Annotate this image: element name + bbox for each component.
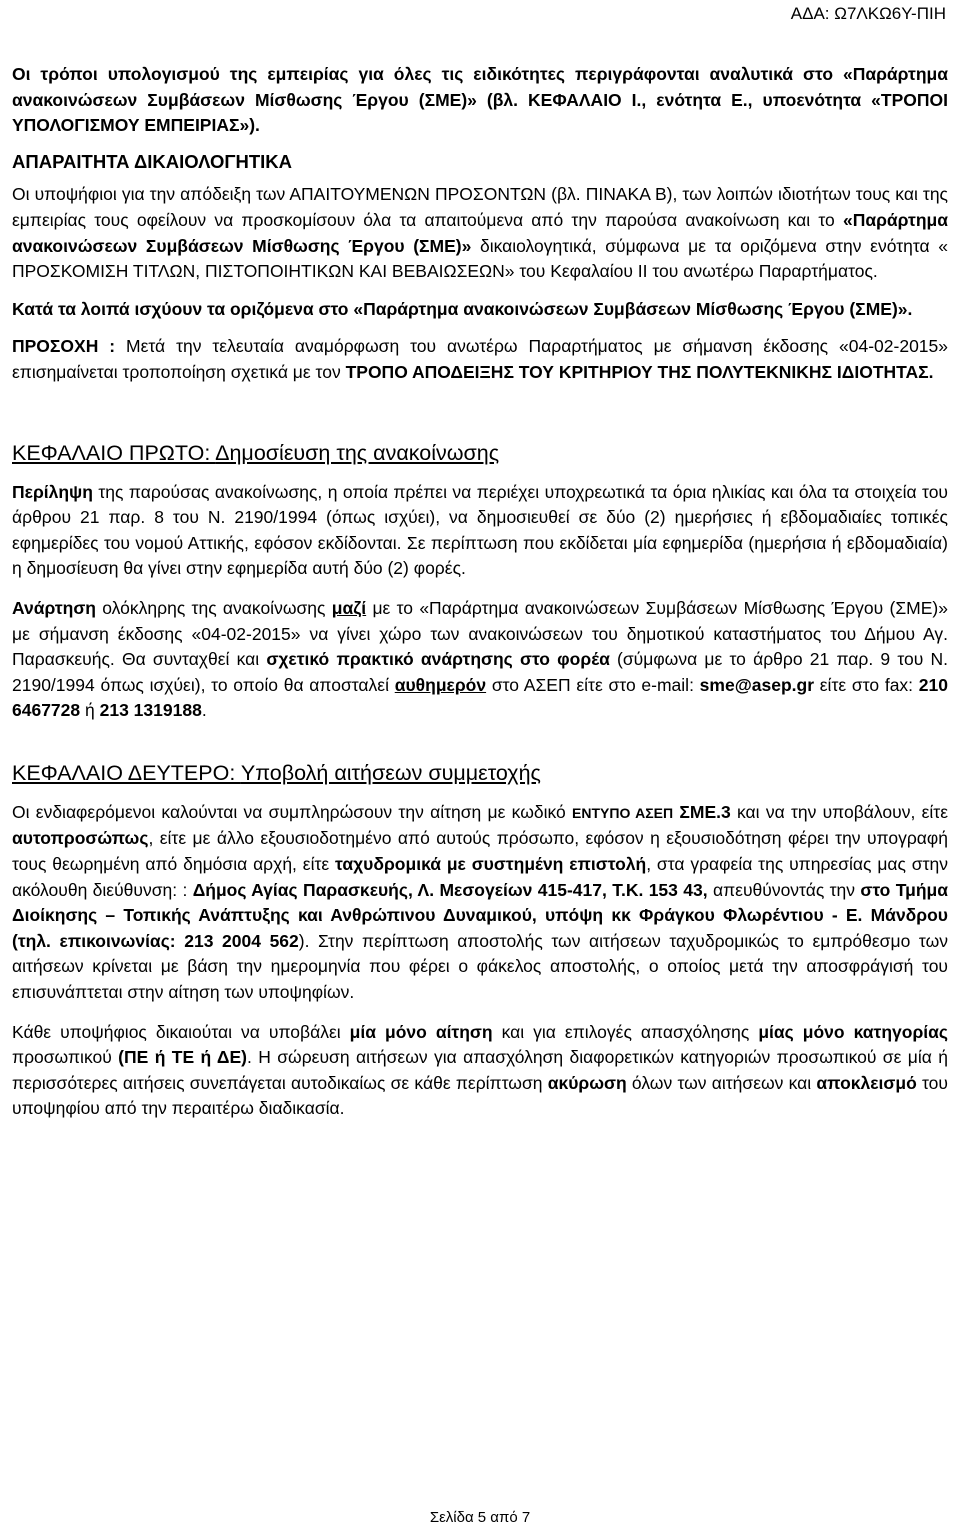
submission-paragraph: Οι ενδιαφερόμενοι καλούνται να συμπληρώσουν την αίτηση με κωδικό ΕΝΤΥΠΟ ΑΣΕΠ ΣΜΕ.3 και να την υποβάλουν, είτε αυτοπροσώπως, είτε με άλλο εξουσιοδοτημένο από αυτούς πρόσωπο, εφόσον η εξουσιοδότηση φέρει την υπογραφή τους θεωρημένη από δημόσια αρχή, είτε ταχυδρομικά με συστημένη επιστολή, στα γραφεία της υπηρεσίας μας στην ακόλουθη διεύθυνση: : Δήμος Αγίας Παρασκευής, Λ. Μεσογείων 415-417, Τ.Κ. 153 43, απευθύνοντάς την στο Τμήμα Διοίκησης – Τοπικής Ανάπτυξης και Ανθρώπινου Δυναμικού, υπόψη κκ Φράγκου Φλωρέντιου - Ε. Μάνδρου (τηλ. επικοινωνίας: 213 2004 562). Στην περίπτωση αποστολής των αιτήσεων ταχυδρομικώς το εμπρόθεσμο των αιτήσεων κρίνεται με βάση την ημερομηνία που φέρει ο φάκελος αποστολής, ο οποίος μετά την αποσφράγισή του επισυνάπτεται στην αίτηση των υποψηφίων.	[12, 801, 948, 1003]
summary-paragraph: Περίληψη της παρούσας ανακοίνωσης, η οποία πρέπει να περιέχει υποχρεωτικά τα όρια ηλικίας και όλα τα στοιχεία του άρθρου 21 παρ. 8 του Ν. 2190/1994 (όπως ισχύει), να δημοσιευθεί σε δύο (2) ημερήσιες ή εβδομαδιαίες τοπικές εφημερίδες του νομού Αττικής, εφόσον εκδίδονται. Σε περίπτωση που εκδίδεται μία εφημερίδα (ημερήσια ή εβδομαδιαία) η δημοσίευση θα γίνει στην εφημερίδα αυτή δύο (2) φορές.	[12, 481, 948, 579]
chapter-one-heading: ΚΕΦΑΛΑΙΟ ΠΡΩΤΟ: Δημοσίευση της ανακοίνωσης	[12, 440, 500, 465]
required-docs-heading: ΑΠΑΡΑΙΤΗΤΑ ΔΙΚΑΙΟΛΟΓΗΤΙΚΑ	[12, 150, 293, 172]
email-link[interactable]: sme@asep.gr	[699, 674, 815, 695]
chapter-two-heading: ΚΕΦΑΛΑΙΟ ΔΕΥΤΕΡΟ: Υποβολή αιτήσεων συμμετοχής	[12, 760, 541, 785]
posting-paragraph: Ανάρτηση ολόκληρης της ανακοίνωσης μαζί με το «Παράρτημα ανακοινώσεων Συμβάσεων Μίσθωσης Έργου (ΣΜΕ)» με σήμανση έκδοσης «04-02-2015» να γίνει χώρο των ανακοινώσεων του δημοτικού καταστήματος του Δήμου Αγ. Παρασκευής. Θα συνταχθεί και σχετικό πρακτικό ανάρτησης στο φορέα (σύμφωνα με το άρθρο 21 παρ. 9 του Ν. 2190/1994 όπως ισχύει), το οποίο θα αποσταλεί αυθημερόν στο ΑΣΕΠ είτε στο e-mail: sme@asep.gr είτε στο fax: 210 6467728 ή 213 1319188.	[12, 597, 949, 721]
ada-code: ΑΔΑ: Ω7ΛΚΩ6Υ-ΠΙΗ	[790, 4, 946, 23]
attention-paragraph: ΠΡΟΣΟΧΗ : Μετά την τελευταία αναμόρφωση του ανωτέρω Παραρτήματος με σήμανση έκδοσης «04-02-2015» επισημαίνεται τροποποίηση σχετικά με τον ΤΡΟΠΟ ΑΠΟΔΕΙΞΗΣ ΤΟΥ ΚΡΙΤΗΡΙΟΥ ΤΗΣ ΠΟΛΥΤΕΚΝΙΚΗΣ ΙΔΙΟΤΗΤΑΣ.	[12, 336, 949, 382]
other-terms-paragraph: Κατά τα λοιπά ισχύουν τα οριζόμενα στο «Παράρτημα ανακοινώσεων Συμβάσεων Μίσθωσης Έργου (ΣΜΕ)».	[12, 298, 913, 319]
document-body	[12, 62, 948, 1122]
required-docs-paragraph: Οι υποψήφιοι για την απόδειξη των ΑΠΑΙΤΟΥΜΕΝΩΝ ΠΡΟΣΟΝΤΩΝ (βλ. ΠΙΝΑΚΑ Β), των λοιπών ιδιοτήτων τους και της εμπειρίας τους οφείλουν να προσκομίσουν όλα τα απαιτούμενα από την παρούσα ανακοίνωση και το «Παράρτημα ανακοινώσεων Συμβάσεων Μίσθωσης Έργου (ΣΜΕ)» δικαιολογητικά, σύμφωνα με τα οριζόμενα στην ενότητα « ΠΡΟΣΚΟΜΙΣΗ ΤΙΤΛΩΝ, ΠΙΣΤΟΠΟΙΗΤΙΚΩΝ ΚΑΙ ΒΕΒΑΙΩΣΕΩΝ» του Κεφαλαίου ΙΙ του ανωτέρω Παραρτήματος.	[12, 184, 948, 282]
single-application-paragraph: Κάθε υποψήφιος δικαιούται να υποβάλει μία μόνο αίτηση και για επιλογές απασχόλησης μίας μόνο κατηγορίας προσωπικού (ΠΕ ή ΤΕ ή ΔΕ). Η σώρευση αιτήσεων για απασχόληση διαφορετικών κατηγοριών προσωπικού σε μία ή περισσότερες αιτήσεις συνεπάγεται αυτοδικαίως σε κάθε περίπτωση ακύρωση όλων των αιτήσεων και αποκλεισμό του υποψηφίου από την περαιτέρω διαδικασία.	[12, 1021, 949, 1119]
experience-calc-paragraph: Οι τρόποι υπολογισμού της εμπειρίας για όλες τις ειδικότητες περιγράφονται αναλυτικά στο «Παράρτημα ανακοινώσεων Συμβάσεων Μίσθωσης Έργου (ΣΜΕ)» (βλ. ΚΕΦΑΛΑΙΟ Ι., ενότητα Ε., υποενότητα «ΤΡΟΠΟΙ ΥΠΟΛΟΓΙΣΜΟΥ ΕΜΠΕΙΡΙΑΣ»).	[12, 64, 948, 136]
page-number: Σελίδα 5 από 7	[429, 1509, 531, 1526]
